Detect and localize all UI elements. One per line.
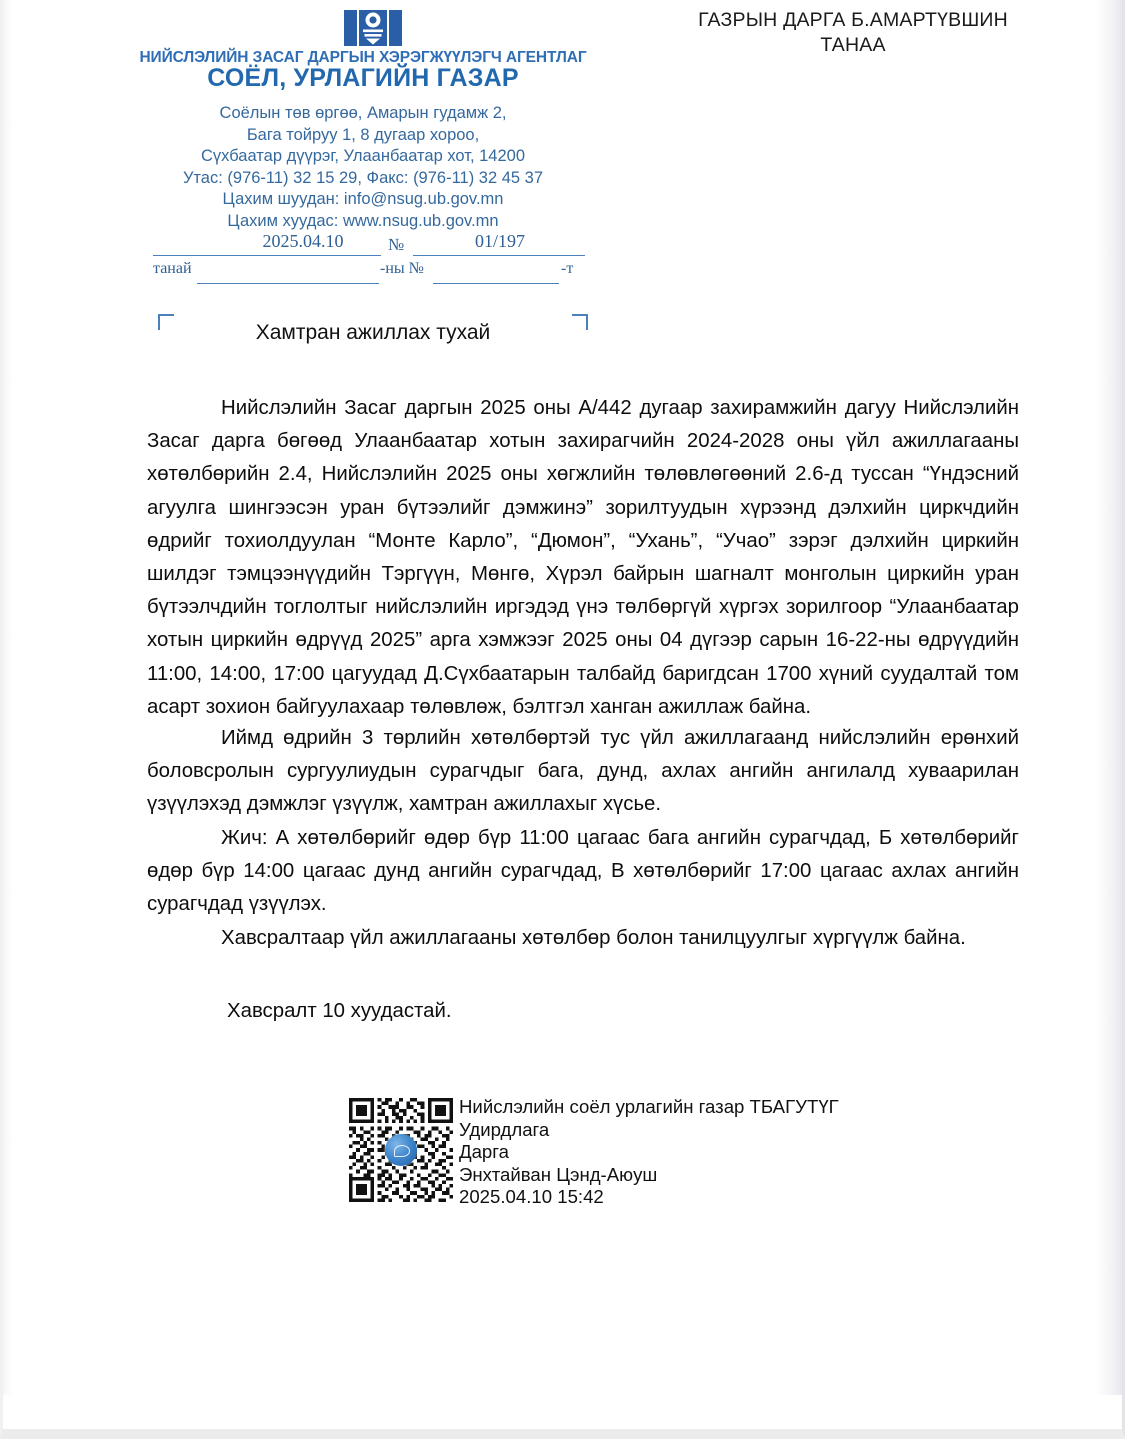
letter-date: 2025.04.10 [262,231,344,251]
paragraph-text: Жич: А хөтөлбөрийг өдөр бүр 11:00 цагаас бага ангийн сурагчдад, Б хөтөлбөрийг өдөр бүр 14:00 цагаас дунд ангийн сурагчдад, В хөтөлбөрийг 17:00 цагаас ахлах ангийн сурагчдад үзүүлэх. [147,827,1019,916]
body-paragraph-1 [147,392,1019,746]
letterhead-org-name: СОЁЛ, УРЛАГИЙН ГАЗАР [207,64,519,92]
signature-organization: Нийслэлийн соёл урлагийн газар ТБАГУТҮГ [459,1096,839,1117]
address-line: Соёлын төв өргөө, Амарын гудамж 2, [219,104,507,122]
yours-number-label: -ны № [380,260,424,277]
letterhead-address [3,103,723,232]
digital-signature-block [349,1098,869,1208]
signature-position: Дарга [459,1141,509,1163]
number-rule [413,255,585,256]
paragraph-text: Нийслэлийн Засаг даргын 2025 оны А/442 дугаар захирамжийн дагуу Нийслэлийн Засаг дарга бөгөөд Улаанбаатар хотын захирагчийн 2024-2028 оны үйл ажиллагааны хөтөлбөрийн 2.4, Нийслэлийн 2025 оны хөгжлийн төлөвлөгөөний 2.6-д туссан “Үндэсний агуулга шингээсэн уран бүтээлийг дэмжинэ” зорилтуудын хүрээнд дэлхийн циркчдийн өдрийг тохиолдуулан “Монте Карло”, “Дюмон”, “Ухань”, “Учао” зэрэг дэлхийн циркийн шилдэг тэмцээнүүдийн Тэргүүн, Мөнгө, Хүрэл байрын шагналт монголын циркийн уран бүтээлчдийн тоглолтыг нийслэлийн иргэдэд үнэ төлбөргүй хүргэх зорилгоор “Улаанбаатар хотын циркийн өдрүүд 2025” арга хэмжээг 2025 оны 04 дүгээр сарын 16-22-ны өдрүүдийн 11:00, 14:00, 17:00 цагуудад Д.Сүхбаатарын талбайд баригдсан 1700 хүний суудалтай том асарт зохион байгуулахаар төлөвлөж, бэлтгэл ханган ажиллаж байна. [147,397,1019,718]
addressee-name: ГАЗРЫН ДАРГА Б.АМАРТҮВШИН [698,9,1008,31]
address-website-line: Цахим хуудас: www.nsug.ub.gov.mn [227,211,499,230]
paragraph-text: Иймд өдрийн 3 төрлийн хөтөлбөртэй тус үйл ажиллагаанд нийслэлийн ерөнхий боловсролын сургуулиудын сурагчдыг бага, дунд, ахлах ангийн ангилалд хуваарилан үзүүлэхэд дэмжлэг үзүүлж, хамтран ажиллахыг хүсье. [147,727,1019,816]
letter-number: 01/197 [474,231,525,251]
yours-number-rule [433,283,559,284]
paragraph-text: Хавсралтаар үйл ажиллагааны хөтөлбөр болон танилцуулгыг хүргүүлж байна. [221,927,966,949]
blue-seal-icon [385,1134,417,1166]
yours-label: танай [153,260,192,277]
subject-block [158,314,588,354]
ulaanbaatar-city-emblem-icon [342,8,404,48]
address-line: Утас: (976-11) 32 15 29, Факс: (976-11) 32 45 37 [182,168,544,187]
addressee-salutation: ТАНАА [820,34,886,56]
address-line: Бага тойруу 1, 8 дугаар хороо, [246,125,480,144]
address-line: Сүхбаатар дүүрэг, Улаанбаатар хот, 14200 [201,147,525,165]
number-symbol-label: № [388,235,405,254]
signature-text-lines [459,1096,839,1209]
yours-rule [197,283,379,284]
reference-block [153,231,583,293]
letterhead-agency-line: НИЙСЛЭЛИЙН ЗАСАГ ДАРГЫН ХЭРЭГЖҮҮЛЭГЧ АГЕНТЛАГ [139,49,587,66]
addressee-block [603,8,1103,58]
subject-line: Хамтран ажиллах тухай [255,321,491,344]
qr-code-icon [349,1098,453,1202]
signature-timestamp: 2025.04.10 15:42 [459,1186,604,1208]
signature-signer-name: Энхтайван Цэнд-Аюуш [459,1163,658,1185]
signature-department: Удирдлага [459,1118,550,1140]
paragraph-text: Хавсралт 10 хуудастай. [227,1000,452,1022]
date-rule [153,255,381,256]
address-email-line: Цахим шуудан: info@nsug.ub.gov.mn [222,190,504,208]
suffix-label: -т [561,260,574,277]
body-paragraph-5-attachment-count [147,995,1019,1028]
body-paragraph-4 [147,922,1019,977]
page-right-edge-shading [1096,0,1122,1395]
